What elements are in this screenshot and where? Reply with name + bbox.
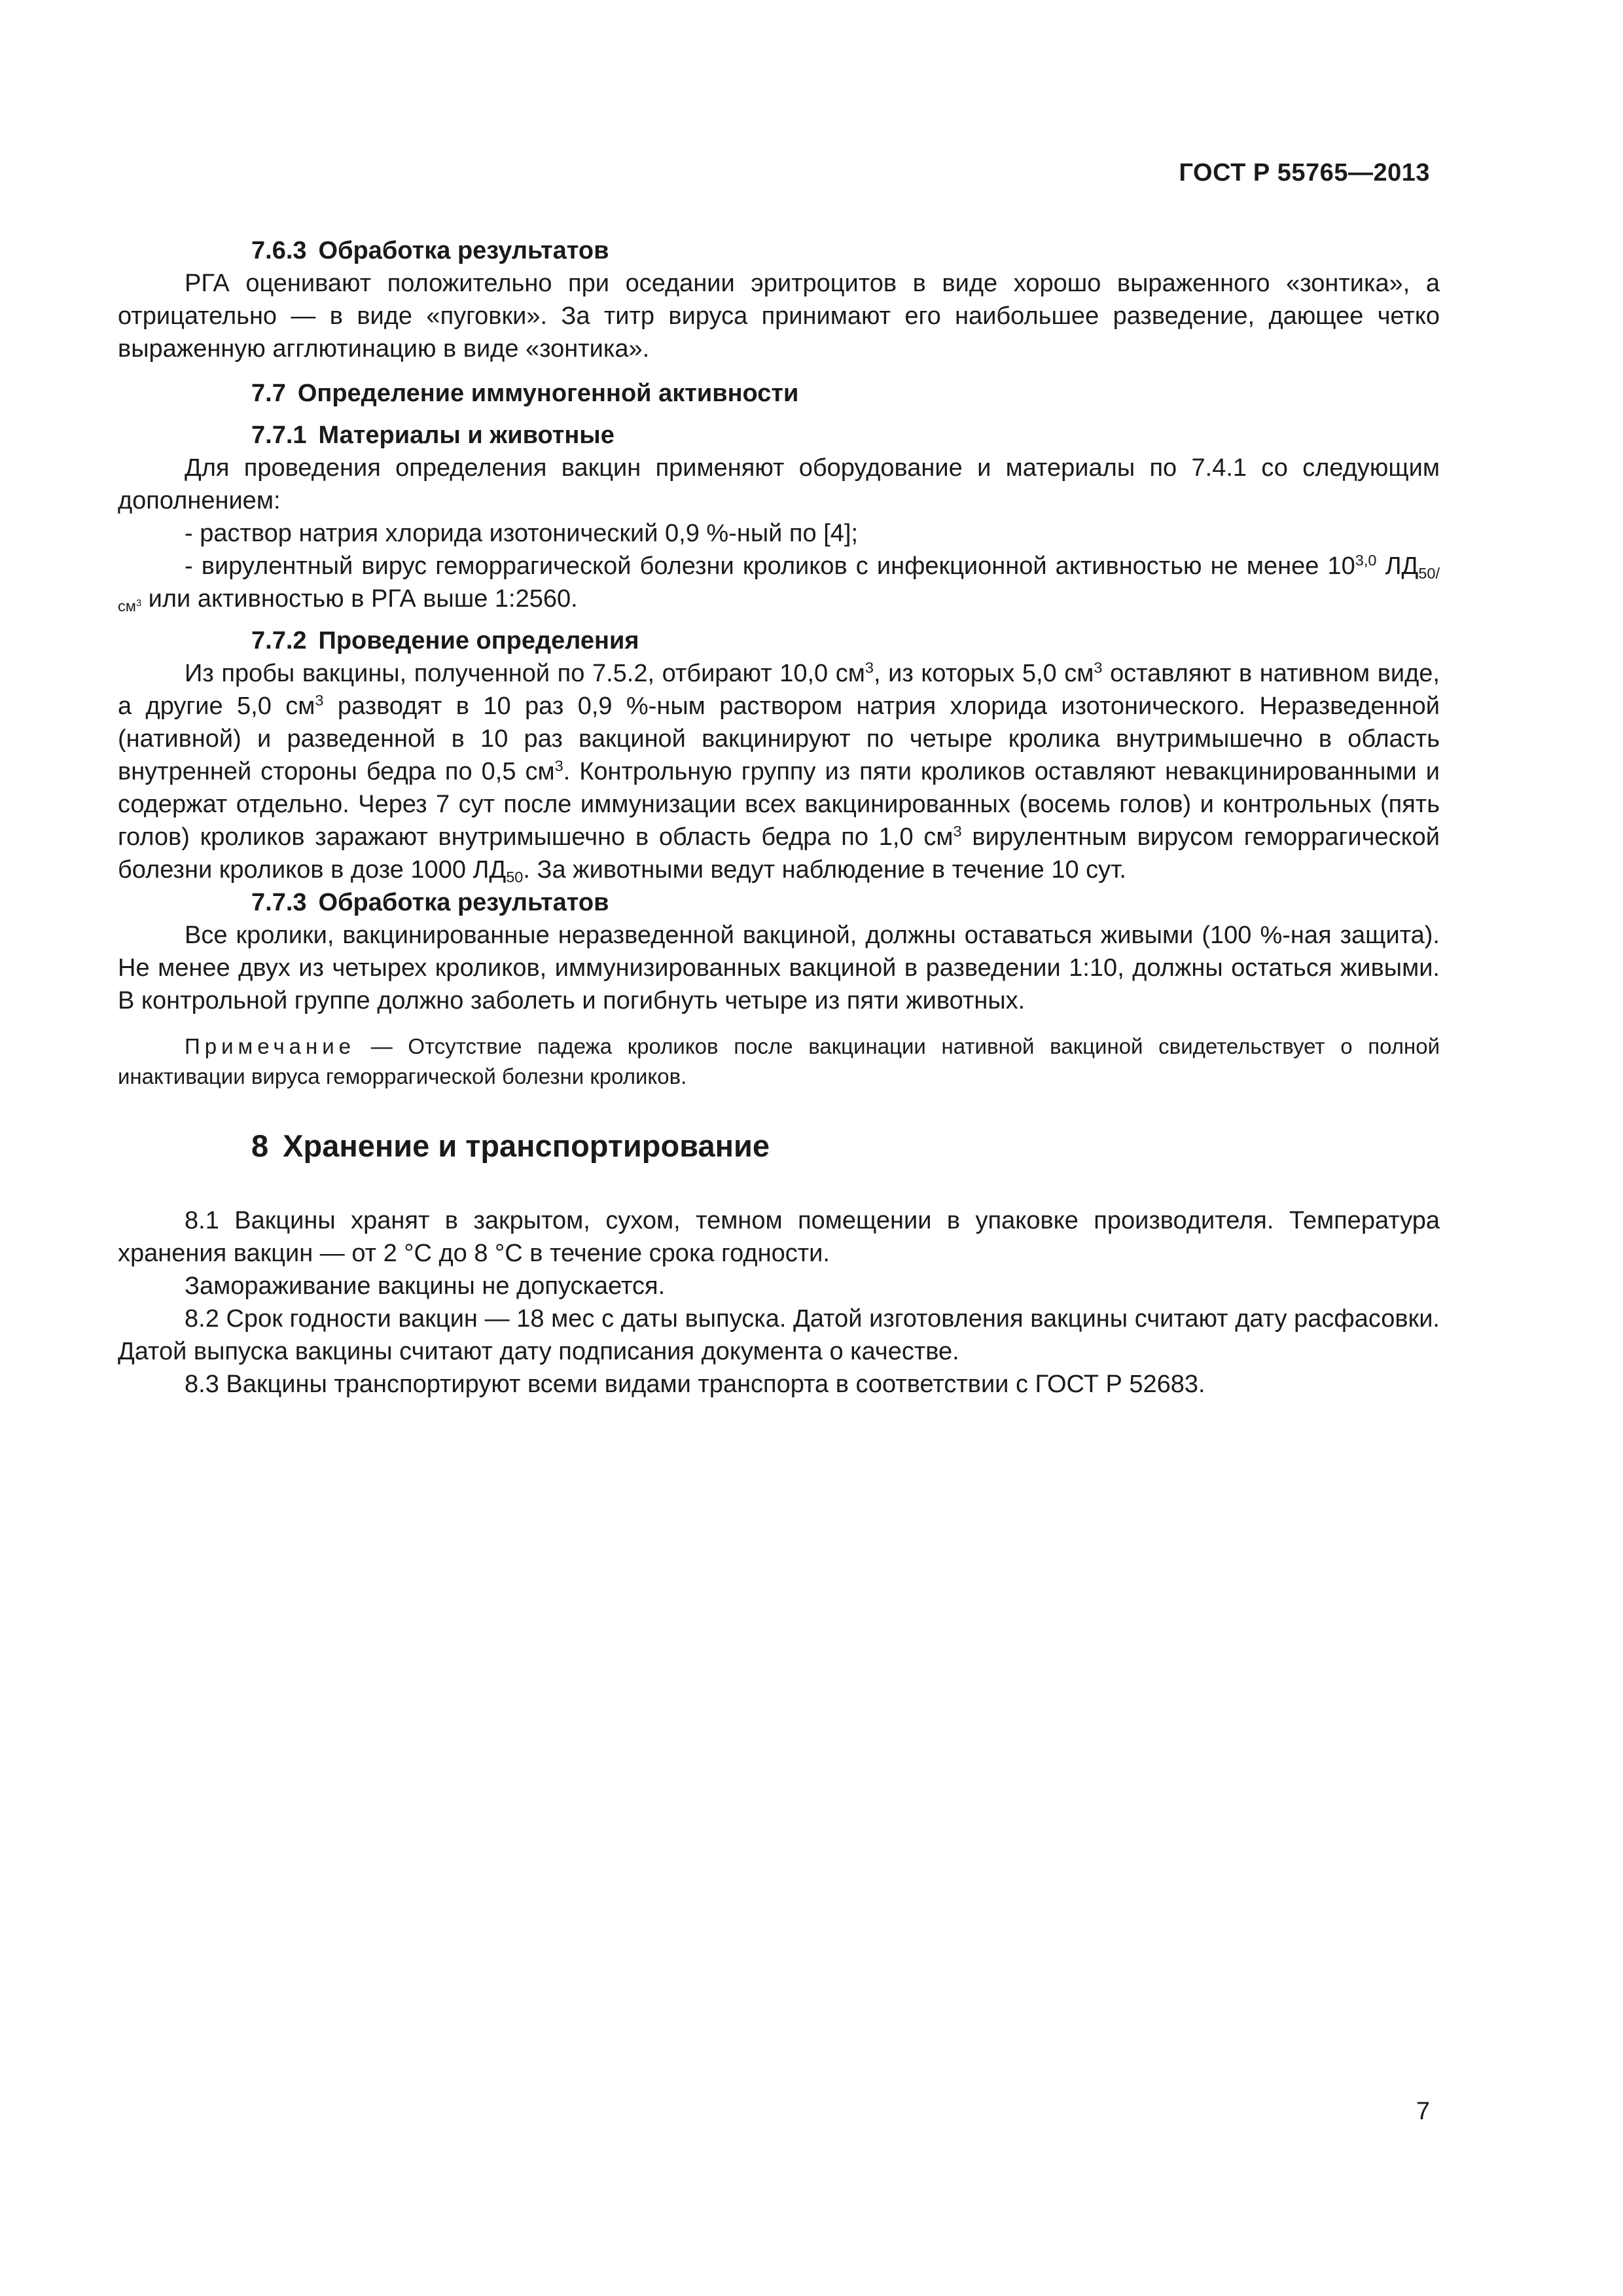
subscript: 50 bbox=[506, 869, 524, 886]
text-run: ЛД bbox=[1376, 552, 1419, 580]
note-label: Примечание bbox=[185, 1034, 356, 1058]
section-number: 7.7 bbox=[251, 380, 286, 407]
heading-7-7-2 bbox=[118, 624, 1440, 657]
superscript: 3,0 bbox=[1355, 552, 1377, 569]
text-run: . Контрольную группу из пяти кроликов оставляют невакцинированными и содержат отдельно. Через 7 сут после иммунизации всех вакцинированных (восемь голов) и контрольных (пять голов) кроликов заражают внутримышечно в область бедра по 1,0 см bbox=[118, 758, 1440, 851]
superscript: 3 bbox=[953, 823, 962, 840]
superscript: 3 bbox=[135, 598, 142, 609]
text-run: разводят в 10 раз 0,9 %-ным раствором натрия хлорида изотонического. Неразведенной (нативной) и разведенной в 10 раз вакциной вакцинируют по четыре кролика внутримышечно в область внутренней стороны бедра по 0,5 см bbox=[118, 692, 1440, 785]
section-title: Обработка результатов bbox=[318, 889, 609, 916]
list-item-saline: - раствор натрия хлорида изотонический 0,9 %-ный по [4]; bbox=[185, 520, 859, 547]
section-number: 7.7.2 bbox=[251, 627, 307, 655]
page-content bbox=[118, 234, 1440, 1401]
superscript: 3 bbox=[1094, 659, 1103, 677]
section-number: 7.6.3 bbox=[251, 237, 307, 264]
paragraph-8-1: 8.1 Вакцины хранят в закрытом, сухом, темном помещении в упаковке производителя. Температура хранения вакцин — от 2 °С до 8 °С в течение срока годности. bbox=[118, 1207, 1440, 1267]
page-number: 7 bbox=[1416, 2098, 1430, 2125]
paragraph-7-7-3: Все кролики, вакцинированные неразведенной вакциной, должны оставаться живыми (100 %-ная защита). Не менее двух из четырех кроликов, иммунизированных вакциной в разведении 1:10, должны остаться живыми. В контрольной группе должно заболеть и погибнуть четыре из пяти животных. bbox=[118, 922, 1440, 1014]
subscript-text: 50/см bbox=[118, 565, 1440, 615]
text-run: , из которых 5,0 см bbox=[873, 660, 1094, 687]
superscript: 3 bbox=[865, 659, 874, 677]
note bbox=[118, 1031, 1440, 1092]
text-run: вирулентным вирусом геморрагической болезни кроликов в дозе 1000 ЛД bbox=[118, 823, 1440, 884]
section-number: 7.7.3 bbox=[251, 889, 307, 916]
text-run: или активностью в РГА выше 1:2560. bbox=[141, 585, 578, 613]
section-number: 7.7.1 bbox=[251, 422, 307, 449]
text-run: оставляют в нативном виде, а другие 5,0 см bbox=[118, 660, 1440, 720]
superscript: 3 bbox=[554, 757, 563, 775]
paragraph-8-1-freezing: Замораживание вакцины не допускается. bbox=[185, 1272, 666, 1300]
section-title: Проведение определения bbox=[318, 627, 639, 655]
text-run: - вирулентный вирус геморрагической болезни кроликов с инфекционной активностью не менее 10 bbox=[185, 552, 1355, 580]
heading-7-7-1 bbox=[118, 419, 1440, 452]
paragraph-7-6-3: РГА оценивают положительно при оседании эритроцитов в виде хорошо выраженного «зонтика», а отрицательно — в виде «пуговки». За титр вируса принимают его наибольшее разведение, дающее четко выраженную агглютинацию в виде «зонтика». bbox=[118, 270, 1440, 363]
section-title: Обработка результатов bbox=[318, 237, 609, 264]
paragraph-8-3: 8.3 Вакцины транспортируют всеми видами транспорта в соответствии с ГОСТ Р 52683. bbox=[185, 1371, 1205, 1398]
superscript: 3 bbox=[315, 692, 324, 709]
text-run: . За животными ведут наблюдение в течение 10 сут. bbox=[523, 856, 1126, 884]
paragraph-7-7-2 bbox=[118, 657, 1440, 886]
text-run: Из пробы вакцины, полученной по 7.5.2, отбирают 10,0 см bbox=[185, 660, 865, 687]
standard-designation: ГОСТ Р 55765—2013 bbox=[1179, 159, 1430, 187]
list-item-virus bbox=[118, 550, 1440, 615]
paragraph-8-2: 8.2 Срок годности вакцин — 18 мес с даты выпуска. Датой изготовления вакцины считают дату расфасовки. Датой выпуска вакцины считают дату подписания документа о качестве. bbox=[118, 1305, 1440, 1365]
heading-7-6-3 bbox=[118, 234, 1440, 267]
section-title: Определение иммуногенной активности bbox=[297, 380, 799, 407]
paragraph-7-7-1: Для проведения определения вакцин применяют оборудование и материалы по 7.4.1 со следующим дополнением: bbox=[118, 454, 1440, 514]
heading-7-7 bbox=[118, 377, 1440, 410]
section-title: Хранение и транспортирование bbox=[283, 1128, 770, 1163]
heading-7-7-3 bbox=[118, 886, 1440, 919]
heading-8 bbox=[118, 1130, 1440, 1162]
note-text: — Отсутствие падежа кроликов после вакцинации нативной вакциной свидетельствует о полной инактивации вируса геморрагической болезни кроликов. bbox=[118, 1034, 1440, 1088]
section-title: Материалы и животные bbox=[318, 422, 615, 449]
section-number: 8 bbox=[251, 1128, 269, 1163]
